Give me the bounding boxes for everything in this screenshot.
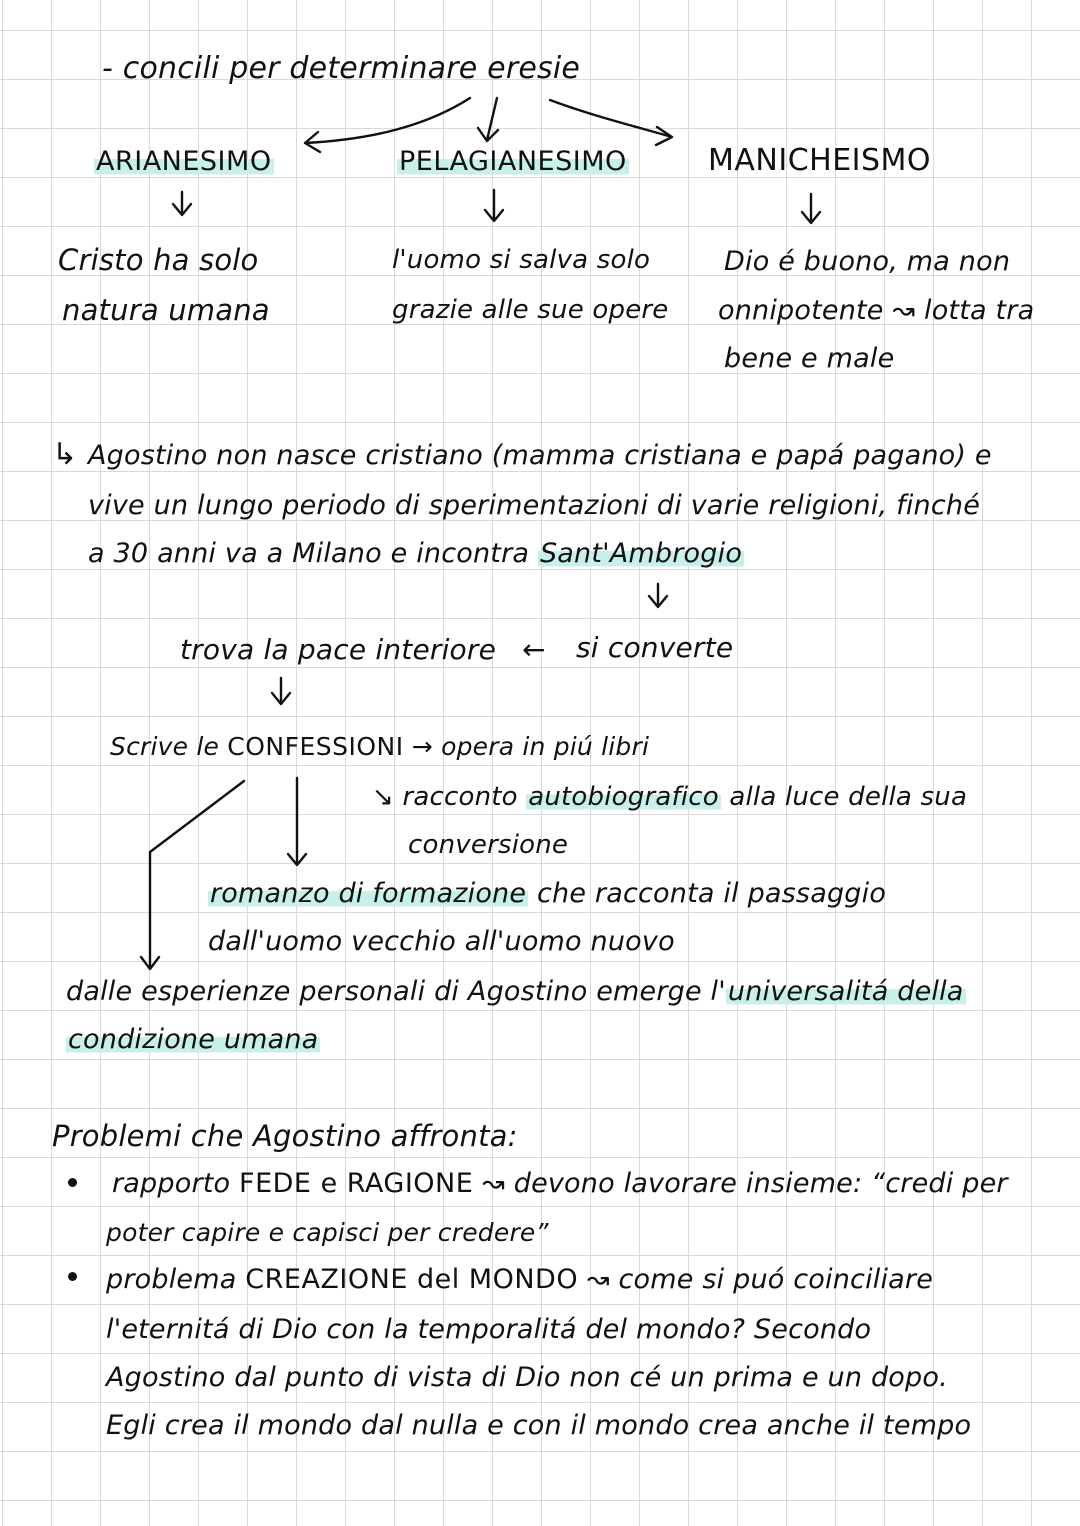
autobiographic-highlight: autobiografico <box>528 782 719 812</box>
agostino-line-3 <box>88 540 744 567</box>
problem-2-prefix: problema <box>106 1264 237 1295</box>
conversion-text: conversione <box>408 830 569 860</box>
problem-item-1 <box>112 1170 1008 1197</box>
manicheismo-desc-line: bene e male <box>724 343 895 374</box>
problem-2-caps: CREAZIONE del MONDO <box>245 1264 579 1295</box>
bullet-icon <box>68 1272 77 1281</box>
problems-heading: Problemi che Agostino affronta: <box>52 1119 518 1153</box>
peace-text: trova la pace interiore <box>180 633 497 666</box>
agostino-line-2: vive un lungo periodo di sperimentazioni di varie religioni, finché <box>88 490 981 521</box>
agostino-line-1: Agostino non nasce cristiano (mamma cristiana e papá pagano) e <box>88 440 992 471</box>
more-books-text: → opera in piú libri <box>411 732 650 761</box>
universality-line <box>66 978 966 1005</box>
problem-2-line-3: Agostino dal punto di vista di Dio non cé un prima e un dopo. <box>106 1362 948 1393</box>
councils-text: - concili per determinare eresie <box>102 51 581 86</box>
writes-prefix: Scrive le <box>110 732 220 761</box>
arianesimo-desc-line: Cristo ha solo <box>58 243 259 277</box>
arianesimo-desc-line: natura umana <box>62 293 270 327</box>
arrow-pelagianesimo-desc <box>485 190 503 221</box>
autobiographic-line <box>372 784 967 810</box>
agostino-line-3-prefix: a 30 anni va a Milano e incontra <box>88 538 530 569</box>
novel-suffix: che racconta il passaggio <box>536 878 887 909</box>
converts-text: si converte <box>576 631 734 664</box>
heresy-name-manicheismo: MANICHEISMO <box>708 143 932 178</box>
arrow-arianesimo-desc <box>173 192 191 215</box>
problem-1-line-2: poter capire e capisci per credere” <box>106 1218 549 1247</box>
confessioni-line <box>110 734 649 759</box>
arrow-to-arianesimo <box>305 98 470 152</box>
arrow-ambrogio-converte <box>649 584 667 607</box>
manicheismo-desc-line: Dio é buono, ma non <box>724 246 1011 277</box>
universality-prefix: dalle esperienze personali di Agostino emerge l' <box>66 976 726 1007</box>
novel-line <box>208 880 886 907</box>
universality-highlight-1: universalitá della <box>727 976 964 1007</box>
problem-1-rest: ↝ devono lavorare insieme: “credi per <box>482 1168 1008 1199</box>
problem-2-rest: ↝ come si puó coinciliare <box>586 1264 934 1295</box>
left-arrow-glyph: ← <box>522 633 546 666</box>
problem-2-line-2: l'eternitá di Dio con la temporalitá del mondo? Secondo <box>106 1314 872 1345</box>
arrow-manicheismo-desc <box>802 194 820 223</box>
arrow-pace-scrive <box>272 678 290 704</box>
sant-ambrogio-highlight: Sant'Ambrogio <box>539 538 743 569</box>
heresy-name-arianesimo: ARIANESIMO <box>96 146 272 177</box>
problem-item-2 <box>106 1266 933 1293</box>
universality-highlight-2: condizione umana <box>68 1024 319 1055</box>
novel-highlight: romanzo di formazione <box>210 878 527 909</box>
autobiographic-suffix: alla luce della sua <box>729 782 968 812</box>
pelagianesimo-desc-line: grazie alle sue opere <box>392 295 669 325</box>
arrow-confessioni-romanzo <box>288 778 306 865</box>
novel-line-2: dall'uomo vecchio all'uomo nuovo <box>208 926 675 957</box>
heresy-name-pelagianesimo: PELAGIANESIMO <box>399 146 627 177</box>
arrow-to-manicheismo <box>550 100 672 145</box>
bullet-icon <box>68 1178 77 1187</box>
arrow-to-pelagianesimo <box>478 98 498 141</box>
problem-1-prefix: rapporto <box>112 1168 231 1199</box>
autobiographic-prefix: ↘ racconto <box>372 782 518 812</box>
problem-2-line-4: Egli crea il mondo dal nulla e con il mondo crea anche il tempo <box>106 1410 972 1441</box>
universality-line-2 <box>66 1026 320 1053</box>
confessioni-title: CONFESSIONI <box>227 732 404 761</box>
agostino-arrow-glyph: ↳ <box>52 437 78 472</box>
problem-1-caps: FEDE e RAGIONE <box>239 1168 474 1199</box>
pelagianesimo-desc-line: l'uomo si salva solo <box>392 245 651 275</box>
manicheismo-desc-line: onnipotente ↝ lotta tra <box>718 295 1035 326</box>
